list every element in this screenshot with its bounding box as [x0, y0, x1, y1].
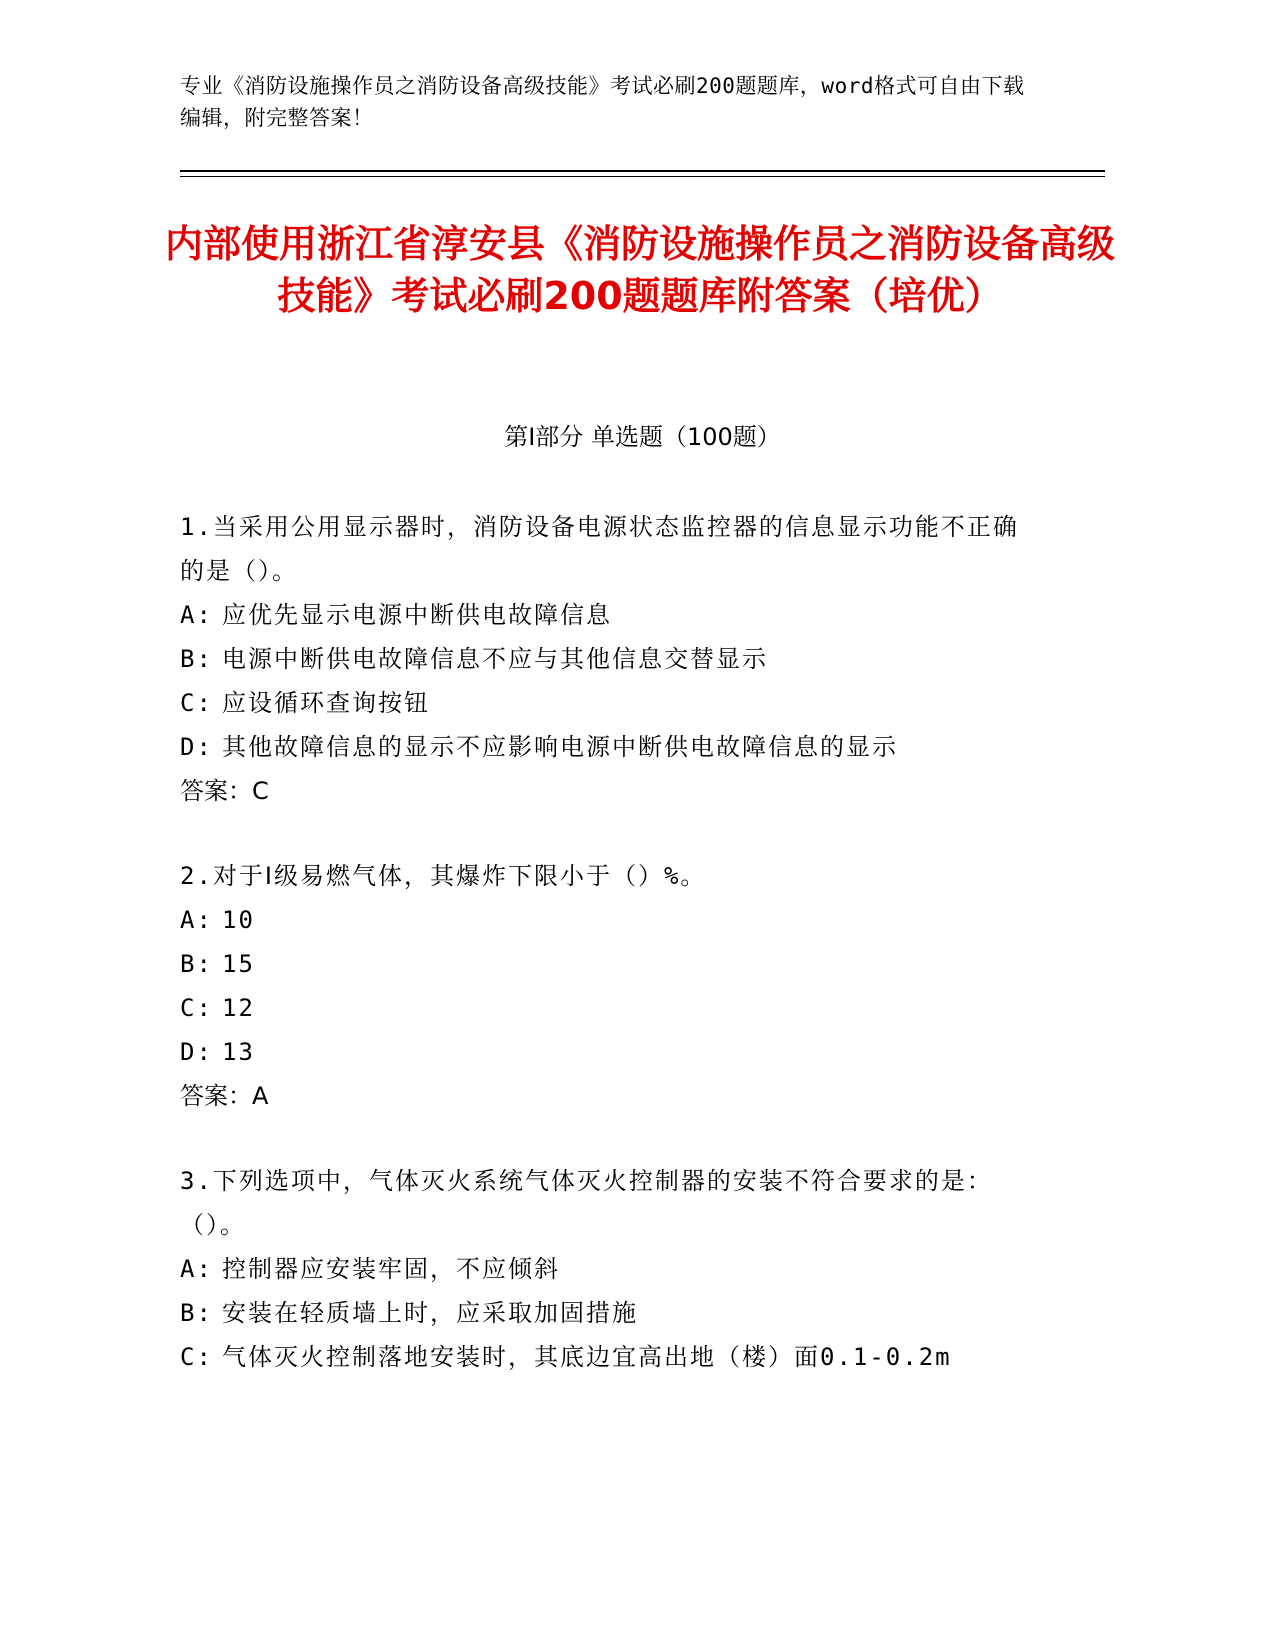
- option-text: 12: [222, 994, 255, 1022]
- option-b: [180, 637, 1040, 681]
- header-divider-thin: [180, 176, 1105, 177]
- question-list: [180, 505, 1040, 1420]
- option-key: C:: [180, 689, 213, 717]
- question-3: [180, 1159, 1040, 1379]
- question-stem: 3.下列选项中，气体灭火系统气体灭火控制器的安装不符合要求的是：（）。: [180, 1167, 993, 1239]
- option-text: 10: [222, 906, 255, 934]
- option-a: [180, 1247, 1040, 1291]
- option-text: 15: [222, 950, 255, 978]
- option-b: [180, 1291, 1040, 1335]
- option-c: [180, 681, 1040, 725]
- option-key: D:: [180, 733, 213, 761]
- option-key: B:: [180, 950, 213, 978]
- question-2: [180, 854, 1040, 1118]
- option-key: D:: [180, 1038, 213, 1066]
- option-a: [180, 898, 1040, 942]
- question-stem: 1.当采用公用显示器时，消防设备电源状态监控器的信息显示功能不正确的是（）。: [180, 513, 1019, 585]
- option-text: 应设循环查询按钮: [222, 689, 430, 717]
- option-a: [180, 593, 1040, 637]
- option-key: A:: [180, 1255, 213, 1283]
- option-d: [180, 1030, 1040, 1074]
- option-key: A:: [180, 906, 213, 934]
- option-c: [180, 1335, 1040, 1379]
- option-text: 13: [222, 1038, 255, 1066]
- option-text: 其他故障信息的显示不应影响电源中断供电故障信息的显示: [222, 733, 898, 761]
- document-title: 内部使用浙江省淳安县《消防设施操作员之消防设备高级技能》考试必刷200题题库附答案（培优）: [164, 222, 1115, 318]
- answer-line: 答案：A: [180, 1082, 269, 1110]
- question-stem: 2.对于Ⅰ级易燃气体，其爆炸下限小于（）%。: [180, 862, 707, 890]
- option-text: 安装在轻质墙上时，应采取加固措施: [222, 1299, 638, 1327]
- option-key: C:: [180, 1343, 213, 1371]
- option-key: C:: [180, 994, 213, 1022]
- answer-line: 答案：C: [180, 777, 269, 805]
- option-key: A:: [180, 601, 213, 629]
- option-text: 控制器应安装牢固，不应倾斜: [222, 1255, 560, 1283]
- option-d: [180, 725, 1040, 769]
- section-title: 第Ⅰ部分 单选题（100题）: [504, 423, 781, 451]
- option-key: B:: [180, 645, 213, 673]
- header-divider-thick: [180, 170, 1105, 172]
- option-text: 电源中断供电故障信息不应与其他信息交替显示: [222, 645, 768, 673]
- question-1: [180, 505, 1040, 813]
- option-b: [180, 942, 1040, 986]
- option-text: 应优先显示电源中断供电故障信息: [222, 601, 612, 629]
- option-c: [180, 986, 1040, 1030]
- header-note: 专业《消防设施操作员之消防设备高级技能》考试必刷200题题库，word格式可自由下载编辑，附完整答案！: [180, 74, 1025, 130]
- option-key: B:: [180, 1299, 213, 1327]
- option-text: 气体灭火控制落地安装时，其底边宜高出地（楼）面0.1-0.2m: [222, 1343, 952, 1371]
